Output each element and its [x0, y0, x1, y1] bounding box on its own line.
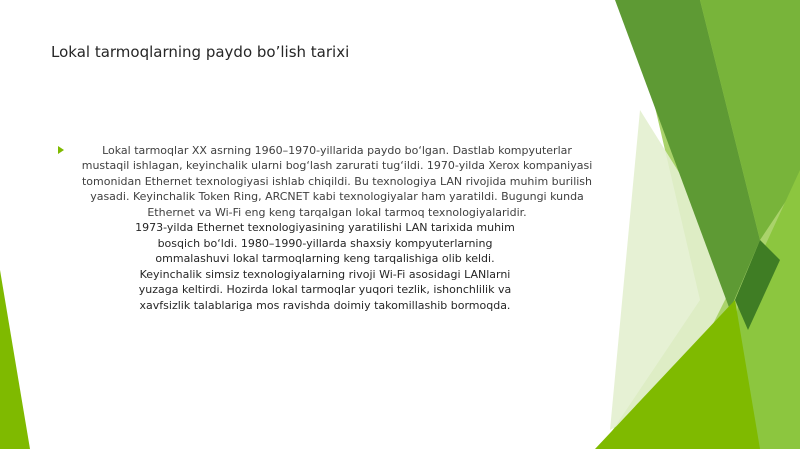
body-paragraph: 1973-yilda Ethernet texnologiyasining yaratilishi LAN tarixida muhim bosqich bo‘ldi. 1980–1990-yillarda shaxsiy kompyuterlarning ommalashuvi lokal tarmoqlarning keng tarqalishiga olib keldi. Keyinchalik simsiz texnologiyalarning rivoji Wi-Fi asosidagi LANlarni yuzaga keltirdi. Hozirda lokal tarmoqlar yuqori tezlik, ishonchlilik va xavfsizlik talablariga mos ravishda doimiy takomillashib bormoqda.	[135, 221, 515, 312]
bullet-arrow-icon	[58, 146, 64, 154]
slide-title: Lokal tarmoqlarning paydo bo’lish tarixi	[51, 43, 350, 61]
bullet-text: Lokal tarmoqlar XX asrning 1960–1970-yillarida paydo bo‘lgan. Dastlab kompyuterlar mustaqil ishlagan, keyinchalik ularni bog‘lash zarurati tug‘ildi. 1970-yilda Xerox kompaniyasi tomonidan Ethernet texnologiyasi ishlab chiqildi. Bu texnologiya LAN rivojida muhim burilish yasadi. Keyinchalik Token Ring, ARCNET kabi texnologiyalar ham yaratildi. Bugungi kunda Ethernet va Wi-Fi eng keng tarqalgan lokal tarmoq texnologiyalaridir.	[81, 144, 593, 219]
left-green-shape	[0, 270, 30, 449]
